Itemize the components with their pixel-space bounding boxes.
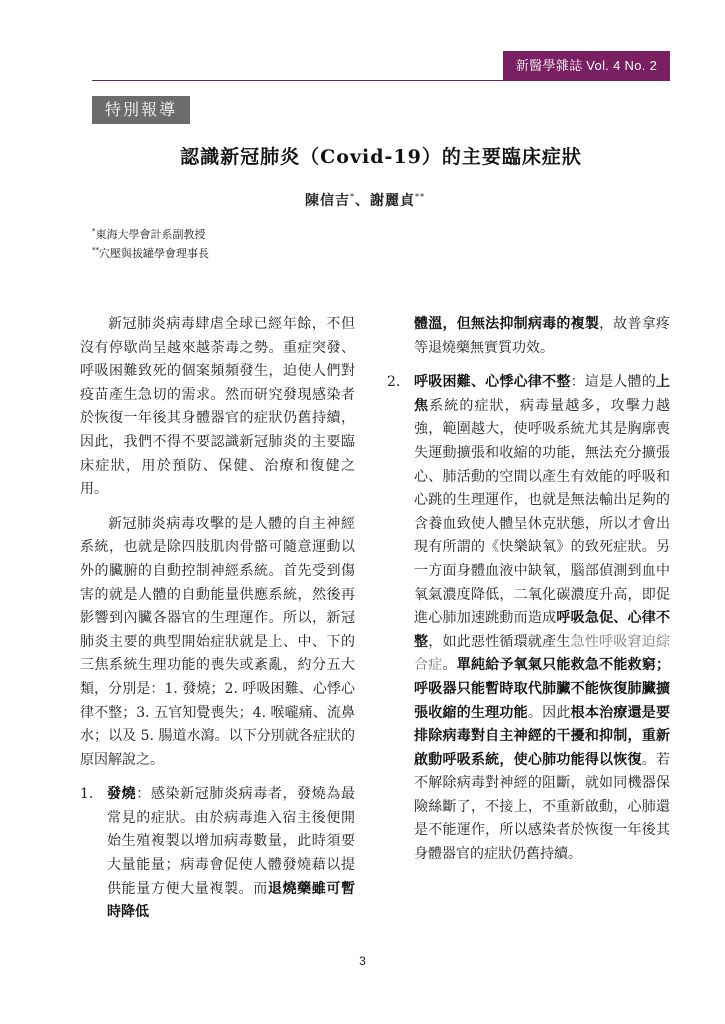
list-emphasis: 上焦 (414, 374, 671, 414)
affiliation-2 (92, 245, 209, 261)
list-highlight: 急性呼吸窘迫綜合症 (414, 633, 671, 674)
intro-paragraph: 新冠肺炎病毒肆虐全球已經年餘，不但沒有停歇尚呈越來越荼毒之勢。重症突發、呼吸困難致死的個案頻頻發生，迫使人們對疫苗產生急切的需求。然而研究發現感染者於恢復一年後其身體器官的症狀仍舊持續，因此，我們不得不要認識新冠肺炎的主要臨床症狀，用於預防、保健、治療和復健之用。 (80, 316, 355, 498)
list-text: ，故普拿疼等退燒藥無實質功效。 (414, 316, 671, 356)
journal-header-badge: 新醫學雜誌 Vol. 4 No. 2 (503, 51, 670, 81)
list-emphasis: 體溫，但無法抑制病毒的複製 (414, 316, 600, 332)
author-1-mark: * (350, 192, 355, 202)
list-term: 呼吸困難、心悸心律不整 (414, 374, 571, 391)
list-text: 。 (442, 657, 457, 674)
author-line (305, 190, 425, 210)
list-text: ：這是人體的 (570, 374, 657, 391)
list-number: 2. (387, 374, 401, 391)
affiliation-text: 東海大學會計系副教授 (95, 228, 206, 241)
list-text: 。因此 (527, 704, 571, 721)
list-emphasis: 呼吸急促、心律不整 (414, 610, 671, 650)
author-1: 陳信吉 (305, 193, 350, 209)
page-number: 3 (359, 954, 366, 968)
affiliation-1 (92, 226, 206, 242)
list-emphasis: 單純給予氧氣只能救急不能救窮；呼吸器只能暫時取代肺臟不能恢復肺臟擴張收縮的生理功能 (414, 657, 671, 721)
list-text: ，如此惡性循環就產生 (428, 633, 571, 650)
right-column (387, 313, 670, 867)
author-2-mark: ** (415, 192, 425, 202)
header-rule (92, 80, 670, 81)
list-text: 。若不解除病毒對神經的阻斷，就如同機器保險絲斷了，不接上，不重新啟動，心肺還是不能運作，所以感染者於恢復一年後其身體器官的症狀仍舊持續。 (414, 751, 671, 863)
list-number: 1. (80, 786, 94, 803)
list-term: 發燒 (107, 786, 137, 803)
list-emphasis: 退燒藥雖可暫時降低 (107, 880, 355, 921)
list-item-breathing (387, 371, 670, 866)
list-item-fever-continued (387, 313, 670, 360)
affiliation-text: 穴壓與拔罐學會理事長 (99, 247, 209, 260)
author-2: 謝麗貞 (370, 193, 415, 209)
list-text: ：感染新冠肺炎病毒者，發燒為最常見的症狀。由於病毒進入宿主後便開始生殖複製以增加病毒數量，此時須要大量能量；病毒會促使人體發燒藉以提供能量方便大量複製。而 (107, 786, 355, 897)
author-separator: 、 (355, 193, 370, 209)
article-title: 認識新冠肺炎（Covid-19）的主要臨床症狀 (180, 146, 582, 168)
body-paragraph: 新冠肺炎病毒攻擊的是人體的自主神經系統，也就是除四肢肌肉骨骼可隨意運動以外的臟腑的自動控制神經系統。首先受到傷害的就是人體的自動能量供應系統，然後再影響到內臟各器官的生理運作。所以，新冠肺炎主要的典型開始症狀就是上、中、下的三焦系統生理功能的喪失或紊亂，約分五大類，分別是：1. 發燒；2. 呼吸困難、心悸心律不整；3. 五官知覺喪失；4. 喉嚨痛、流鼻水；以及 5. 腸道水瀉。以下分別就各症狀的原因解說之。 (80, 515, 355, 768)
section-tag: 特別報導 (92, 96, 190, 124)
list-item-fever (80, 783, 355, 925)
affiliation-mark: * (92, 227, 96, 236)
left-column (80, 313, 355, 925)
list-emphasis: 根本治療還是要排除病毒對自主神經的干擾和抑制，重新啟動呼吸系統，使心肺功能得以恢復 (414, 704, 671, 768)
affiliation-mark: ** (92, 246, 99, 255)
list-text: 系統的症狀，病毒量越多，攻擊力越強，範圍越大，使呼吸系統尤其是胸廓喪失運動擴張和收縮的功能，無法充分擴張心、肺活動的空間以產生有效能的呼吸和心跳的生理運作，也就是無法輸出足夠的含養血致使人體呈休克狀態，所以才會出現有所謂的《快樂缺氧》的致死症狀。另一方面身體血液中缺氧，腦部偵測到血中氧氣濃度降低，二氧化碳濃度升高，即促進心肺加速跳動而造成 (414, 397, 670, 627)
